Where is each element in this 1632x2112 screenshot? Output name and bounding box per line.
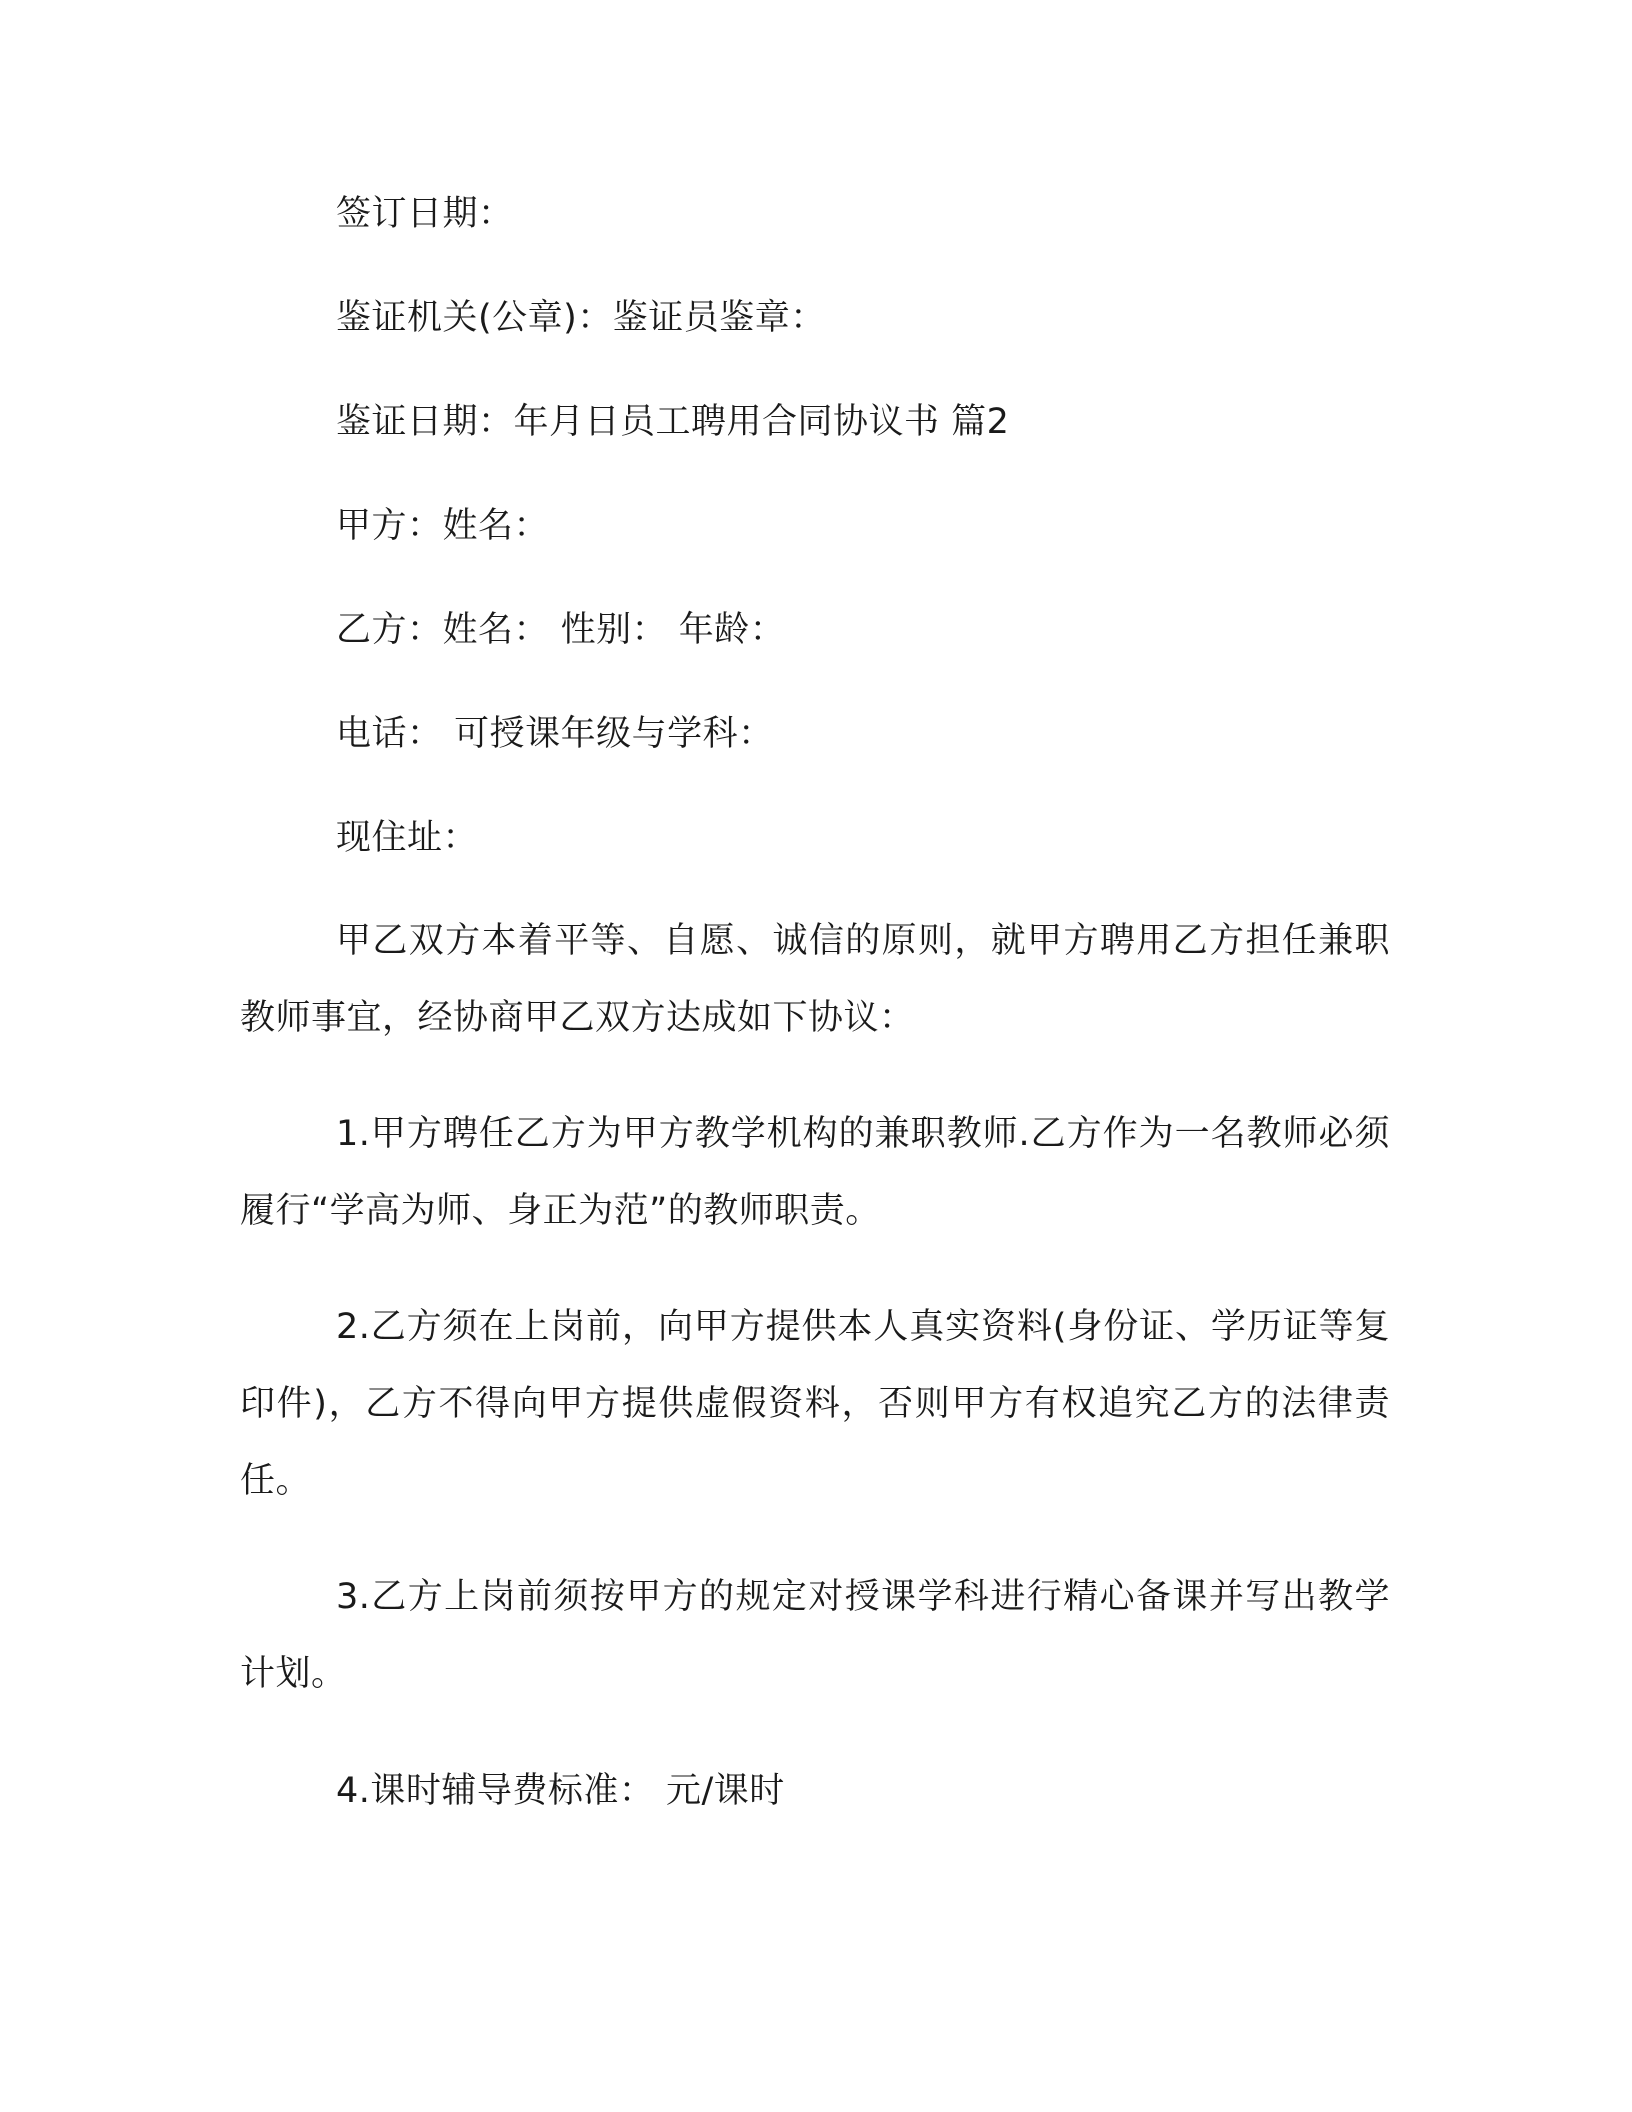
phone-line: 电话： 可授课年级与学科：	[336, 714, 774, 754]
clause-2-paragraph: 2.乙方须在上岗前，向甲方提供本人真实资料(身份证、学历证等复印件)，乙方不得向甲方提供虚假资料，否则甲方有权追究乙方的法律责任。	[240, 1307, 1390, 1501]
address-line: 现住址：	[336, 818, 479, 858]
clause-4-line: 4.课时辅导费标准： 元/课时	[336, 1771, 785, 1811]
clause-1-paragraph: 1.甲方聘任乙方为甲方教学机构的兼职教师.乙方作为一名教师必须履行“学高为师、身正为范”的教师职责。	[240, 1114, 1390, 1231]
clause-3-paragraph: 3.乙方上岗前须按甲方的规定对授课学科进行精心备课并写出教学计划。	[240, 1577, 1390, 1694]
authority-seal-line: 鉴证机关(公章)：鉴证员鉴章：	[336, 298, 826, 338]
party-a-line: 甲方：姓名：	[336, 506, 550, 546]
party-b-line: 乙方：姓名： 性别： 年龄：	[336, 610, 786, 650]
verification-date-line: 鉴证日期：年月日员工聘用合同协议书 篇2	[336, 402, 1010, 442]
intro-paragraph: 甲乙双方本着平等、自愿、诚信的原则，就甲方聘用乙方担任兼职教师事宜，经协商甲乙双方达成如下协议：	[240, 921, 1390, 1038]
document-body	[240, 188, 1390, 1869]
signing-date-line: 签订日期：	[336, 194, 514, 234]
